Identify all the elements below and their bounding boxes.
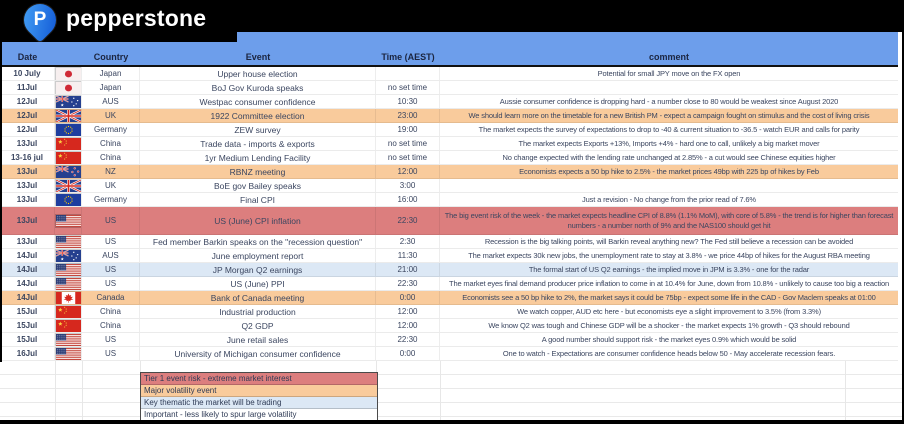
cell-time[interactable]: no set time	[376, 137, 440, 150]
cell-date[interactable]: 10 July	[0, 67, 55, 80]
cell-comment[interactable]: The market expects Exports +13%, Imports +4% - hard one to call, unlikely a big market mover	[518, 139, 820, 148]
cell-comment[interactable]: One to watch - Expectations are consumer confidence heads below 50 - May accelerate recession fears.	[502, 349, 836, 358]
frame-left	[0, 0, 2, 362]
cell-event[interactable]: Trade data - imports & exports	[140, 137, 376, 150]
table-row	[0, 109, 898, 123]
cell-country[interactable]: US	[82, 235, 140, 248]
cell-comment[interactable]: Recession is the big talking points, will Barkin reveal anything new? The Fed still believe a recession can be avoided	[484, 237, 854, 246]
cell-time[interactable]: 0:00	[376, 291, 440, 304]
cell-event[interactable]: Upper house election	[140, 67, 376, 80]
cell-country[interactable]: AUS	[82, 95, 140, 108]
cell-event[interactable]: Bank of Canada meeting	[140, 291, 376, 304]
pepperstone-logo	[0, 0, 237, 42]
table-row	[0, 347, 898, 361]
cell-country[interactable]: AUS	[82, 249, 140, 262]
cell-event[interactable]: ZEW survey	[140, 123, 376, 136]
cell-event[interactable]: Industrial production	[140, 305, 376, 318]
table-row	[0, 305, 898, 319]
legend-item-major[interactable]: Major volatility event	[141, 385, 377, 397]
cell-date[interactable]: 14Jul	[0, 277, 55, 290]
flag-icon-aus	[55, 249, 82, 262]
cell-country[interactable]: UK	[82, 109, 140, 122]
cell-comment[interactable]: Aussie consumer confidence is dropping hard - a number close to 80 would be weakest since August 2020	[499, 97, 839, 106]
cell-event[interactable]: Final CPI	[140, 193, 376, 206]
flag-icon-us	[55, 347, 82, 360]
cell-date[interactable]: 14Jul	[0, 263, 55, 276]
cell-country[interactable]: US	[82, 333, 140, 346]
cell-country[interactable]: China	[82, 137, 140, 150]
column-header-date[interactable]: Date	[17, 52, 38, 62]
cell-country[interactable]: US	[82, 263, 140, 276]
cell-country[interactable]: NZ	[82, 165, 140, 178]
cell-date[interactable]: 13Jul	[0, 179, 55, 192]
flag-icon-japan	[55, 67, 82, 80]
cell-country[interactable]: Japan	[82, 81, 140, 94]
cell-date[interactable]: 12Jul	[0, 109, 55, 122]
cell-comment[interactable]	[440, 179, 898, 192]
table-row	[0, 67, 898, 81]
column-header-comment[interactable]: comment	[648, 52, 689, 62]
cell-comment[interactable]: The big event risk of the week - the market expects headline CPI of 8.8% (1.1% MoM), with core of 5.8% - the trend is for higher than forecast numbers - a number north of 9% and the NAS100 should get hit	[444, 210, 894, 230]
table-row	[0, 137, 898, 151]
cell-event[interactable]: Fed member Barkin speaks on the "recession question"	[140, 235, 376, 248]
cell-time[interactable]: 22:30	[376, 207, 440, 234]
cell-date[interactable]: 13Jul	[0, 165, 55, 178]
cell-time[interactable]: 3:00	[376, 179, 440, 192]
cell-date[interactable]: 11Jul	[0, 81, 55, 94]
table-row	[0, 165, 898, 179]
cell-country[interactable]: Germany	[82, 123, 140, 136]
cell-event[interactable]: BoJ Gov Kuroda speaks	[140, 81, 376, 94]
flag-icon-eu	[55, 193, 82, 206]
cell-country[interactable]: UK	[82, 179, 140, 192]
cell-country[interactable]: US	[82, 207, 140, 234]
cell-time[interactable]: 21:00	[376, 263, 440, 276]
logo-letter: P	[33, 9, 47, 30]
table-row	[0, 291, 898, 305]
cell-event[interactable]: US (June) CPI inflation	[140, 207, 376, 234]
cell-comment[interactable]: Just a revision - No change from the prior read of 7.6%	[582, 195, 756, 204]
cell-event[interactable]: June employment report	[140, 249, 376, 262]
cell-time[interactable]: 22:30	[376, 333, 440, 346]
cell-date[interactable]: 16Jul	[0, 347, 55, 360]
flag-icon-us	[55, 333, 82, 346]
frame-bottom	[0, 420, 904, 424]
table-row	[0, 123, 898, 137]
table-row	[0, 179, 898, 193]
cell-comment[interactable]: We watch copper, AUD etc here - but economists eye a slight improvement to 3.5% (from 3.3%)	[517, 307, 821, 316]
cell-time[interactable]: 23:00	[376, 109, 440, 122]
table-row	[0, 81, 898, 95]
cell-comment[interactable]: The formal start of US Q2 earnings - the implied move in JPM is 3.3% - one for the radar	[528, 265, 810, 274]
flag-icon-eu	[55, 123, 82, 136]
event-table	[0, 67, 898, 361]
cell-date[interactable]: 13Jul	[0, 235, 55, 248]
cell-event[interactable]: JP Morgan Q2 earnings	[140, 263, 376, 276]
flag-icon-aus	[55, 95, 82, 108]
cell-date[interactable]: 14Jul	[0, 291, 55, 304]
column-header-time[interactable]: Time (AEST)	[381, 52, 435, 62]
cell-country[interactable]: Germany	[82, 193, 140, 206]
flag-icon-china	[55, 137, 82, 150]
table-row	[0, 151, 898, 165]
cell-date[interactable]: 15Jul	[0, 305, 55, 318]
legend-item-thematic[interactable]: Key thematic the market will be trading	[141, 397, 377, 409]
cell-country[interactable]: Japan	[82, 67, 140, 80]
flag-icon-uk	[55, 109, 82, 122]
cell-date[interactable]: 13Jul	[0, 207, 55, 234]
cell-time[interactable]: 12:00	[376, 165, 440, 178]
cell-event[interactable]: June retail sales	[140, 333, 376, 346]
flag-icon-japan	[55, 81, 82, 94]
flag-icon-china	[55, 151, 82, 164]
logo-wordmark: pepperstone	[66, 5, 207, 31]
cell-time[interactable]: no set time	[376, 151, 440, 164]
legend	[140, 372, 378, 422]
column-header-country[interactable]: Country	[93, 52, 129, 62]
cell-date[interactable]: 12Jul	[0, 95, 55, 108]
cell-comment[interactable]: The market expects the survey of expectations to drop to -40 & current situation to -36.5 - watch EUR and calls for parity	[478, 125, 860, 134]
table-row	[0, 249, 898, 263]
cell-event[interactable]: University of Michigan consumer confidence	[140, 347, 376, 360]
cell-comment[interactable]: Potential for small JPY move on the FX open	[597, 69, 741, 78]
cell-event[interactable]: BoE gov Bailey speaks	[140, 179, 376, 192]
cell-date[interactable]: 13Jul	[0, 193, 55, 206]
flag-icon-us	[55, 263, 82, 276]
flag-icon-us	[55, 235, 82, 248]
cell-event[interactable]: RBNZ meeting	[140, 165, 376, 178]
cell-time[interactable]	[376, 67, 440, 80]
cell-comment[interactable]: The market expects 30k new jobs, the unemployment rate to stay at 3.8% - we price 44bp of hikes for the August RBA meeting	[468, 251, 870, 260]
cell-time[interactable]: 12:00	[376, 319, 440, 332]
table-row	[0, 207, 898, 235]
cell-comment[interactable]	[440, 81, 898, 94]
cell-date[interactable]: 12Jul	[0, 123, 55, 136]
cell-date[interactable]: 13Jul	[0, 137, 55, 150]
flag-icon-china	[55, 305, 82, 318]
column-header-event[interactable]: Event	[245, 52, 271, 62]
cell-time[interactable]: 22:30	[376, 277, 440, 290]
empty-grid-area	[0, 361, 904, 420]
flag-icon-nz	[55, 165, 82, 178]
cell-country[interactable]: Canada	[82, 291, 140, 304]
legend-item-tier1[interactable]: Tier 1 event risk - extreme market interest	[141, 373, 377, 385]
table-row	[0, 95, 898, 109]
flag-icon-us	[55, 207, 82, 234]
cell-comment[interactable]: We know Q2 was tough and Chinese GDP will be a shocker - the market expects 1% growth - Q3 should rebound	[488, 321, 850, 330]
table-row	[0, 263, 898, 277]
cell-time[interactable]: 19:00	[376, 123, 440, 136]
cell-time[interactable]: 0:00	[376, 347, 440, 360]
cell-comment[interactable]: The market eyes final demand producer price inflation to come in at 10.4% for June, down from 10.8% - unlikely to cause too big a reaction	[449, 279, 889, 288]
table-row	[0, 235, 898, 249]
cell-time[interactable]: 11:30	[376, 249, 440, 262]
cell-time[interactable]: 10:30	[376, 95, 440, 108]
cell-comment[interactable]: A good number should support risk - the market eyes 0.9% which would be solid	[541, 335, 797, 344]
cell-comment[interactable]: No change expected with the lending rate unchanged at 2.85% - a cut would see Chinese equities higher	[502, 153, 836, 162]
table-row	[0, 319, 898, 333]
cell-time[interactable]: no set time	[376, 81, 440, 94]
cell-date[interactable]: 15Jul	[0, 319, 55, 332]
cell-event[interactable]: 1yr Medium Lending Facility	[140, 151, 376, 164]
cell-time[interactable]: 16:00	[376, 193, 440, 206]
flag-icon-us	[55, 277, 82, 290]
cell-country[interactable]: China	[82, 319, 140, 332]
cell-date[interactable]: 14Jul	[0, 249, 55, 262]
cell-country[interactable]: China	[82, 151, 140, 164]
cell-country[interactable]: US	[82, 277, 140, 290]
flag-icon-china	[55, 319, 82, 332]
cell-comment[interactable]: We should learn more on the timetable for a new British PM - expect a campaign fought on stimulus and the cost of living crisis	[468, 111, 870, 120]
table-row	[0, 333, 898, 347]
cell-date[interactable]: 13-16 jul	[0, 151, 55, 164]
cell-date[interactable]: 15Jul	[0, 333, 55, 346]
legend-item-plain[interactable]: Important - less likely to spur large volatility	[141, 409, 377, 421]
cell-time[interactable]: 2:30	[376, 235, 440, 248]
cell-comment[interactable]: Economists expects a 50 bp hike to 2.5% - the market prices 49bp with 225 bp of hikes by Feb	[519, 167, 819, 176]
cell-event[interactable]: US (June) PPI	[140, 277, 376, 290]
cell-time[interactable]: 12:00	[376, 305, 440, 318]
cell-country[interactable]: China	[82, 305, 140, 318]
table-row	[0, 193, 898, 207]
cell-comment[interactable]: Economists see a 50 bp hike to 2%, the market says it could be 75bp - expect some life in the CAD - Gov Maclem speaks at 01:00	[462, 293, 876, 302]
pepperstone-p-icon	[17, 0, 62, 43]
flag-icon-uk	[55, 179, 82, 192]
cell-country[interactable]: US	[82, 347, 140, 360]
cell-event[interactable]: Westpac consumer confidence	[140, 95, 376, 108]
table-row	[0, 277, 898, 291]
cell-event[interactable]: 1922 Committee election	[140, 109, 376, 122]
flag-icon-canada	[55, 291, 82, 304]
cell-event[interactable]: Q2 GDP	[140, 319, 376, 332]
